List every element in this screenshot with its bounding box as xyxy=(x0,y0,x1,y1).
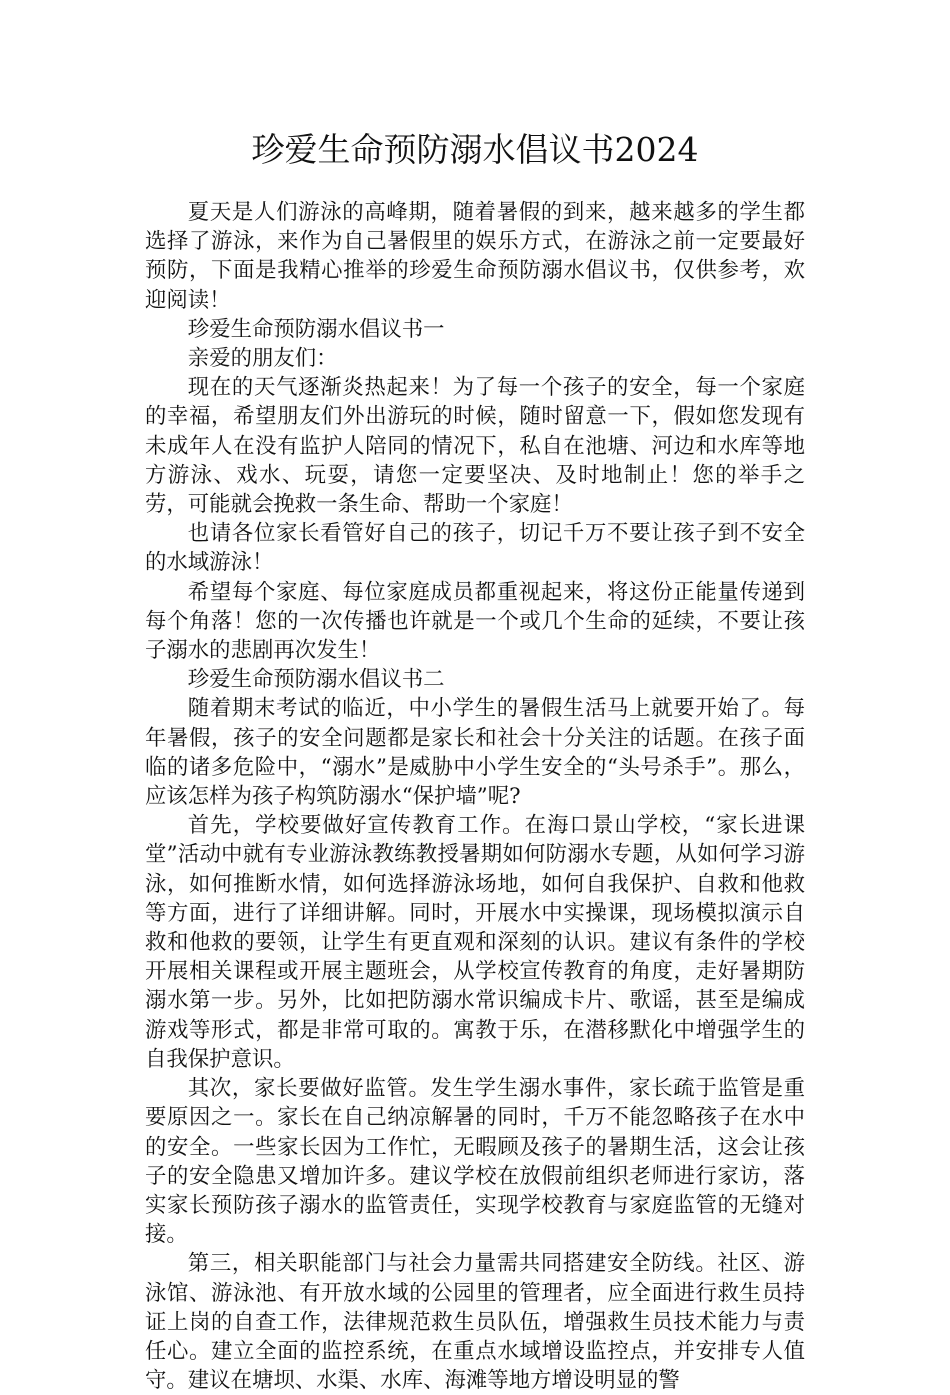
body-paragraph: 也请各位家长看管好自己的孩子，切记千万不要让孩子到不安全的水域游泳！ xyxy=(145,521,805,576)
body-paragraph: 第三，相关职能部门与社会力量需共同搭建安全防线。社区、游泳馆、游泳池、有开放水域的公园里的管理者，应全面进行救生员持证上岗的自查工作，法律规范救生员队伍，增强救生员技术能力与责任心。建立全面的监控系统，在重点水域增设监控点，并安排专人值守。建议在塘坝、水渠、水库、海滩等地方增设明显的警 xyxy=(145,1251,805,1394)
intro-paragraph: 夏天是人们游泳的高峰期，随着暑假的到来，越来越多的学生都选择了游泳，来作为自己暑假里的娱乐方式，在游泳之前一定要最好预防，下面是我精心推举的珍爱生命预防溺水倡议书，仅供参考，欢迎阅读！ xyxy=(145,200,805,313)
body-paragraph: 现在的天气逐渐炎热起来！为了每一个孩子的安全，每一个家庭的幸福，希望朋友们外出游玩的时候，随时留意一下，假如您发现有未成年人在没有监护人陪同的情况下，私自在池塘、河边和水库等地方游泳、戏水、玩耍，请您一定要坚决、及时地制止！您的举手之劳，可能就会挽救一条生命、帮助一个家庭！ xyxy=(145,375,805,518)
salutation: 亲爱的朋友们： xyxy=(187,346,338,372)
section-heading-one: 珍爱生命预防溺水倡议书一 xyxy=(187,316,445,342)
body-paragraph: 随着期末考试的临近，中小学生的暑假生活马上就要开始了。每年暑假，孩子的安全问题都是家长和社会十分关注的话题。在孩子面临的诸多危险中，“溺水”是威胁中小学生安全的“头号杀手”。那么，应该怎样为孩子构筑防溺水“保护墙”呢? xyxy=(145,696,805,810)
body-paragraph: 希望每个家庭、每位家庭成员都重视起来，将这份正能量传递到每个角落！您的一次传播也许就是一个或几个生命的延续，不要让孩子溺水的悲剧再次发生！ xyxy=(145,579,805,664)
section-heading-two: 珍爱生命预防溺水倡议书二 xyxy=(187,667,445,693)
body-paragraph: 首先，学校要做好宣传教育工作。在海口景山学校，“家长进课堂”活动中就有专业游泳教练教授暑期如何防溺水专题，从如何学习游泳，如何推断水情，如何选择游泳场地，如何自我保护、自救和他救等方面，进行了详细讲解。同时，开展水中实操课，现场模拟演示自救和他救的要领，让学生有更直观和深刻的认识。建议有条件的学校开展相关课程或开展主题班会，从学校宣传教育的角度，走好暑期防溺水第一步。另外，比如把防溺水常识编成卡片、歌谣，甚至是编成游戏等形式，都是非常可取的。寓教于乐，在潜移默化中增强学生的自我保护意识。 xyxy=(145,813,805,1072)
body-paragraph: 其次，家长要做好监管。发生学生溺水事件，家长疏于监管是重要原因之一。家长在自己纳凉解暑的同时，千万不能忽略孩子在水中的安全。一些家长因为工作忙，无暇顾及孩子的暑期生活，这会让孩子的安全隐患又增加许多。建议学校在放假前组织老师进行家访，落实家长预防孩子溺水的监管责任，实现学校教育与家庭监管的无缝对接。 xyxy=(145,1076,805,1248)
document-body xyxy=(145,198,805,1395)
document-title: 珍爱生命预防溺水倡议书2024 xyxy=(251,130,699,169)
